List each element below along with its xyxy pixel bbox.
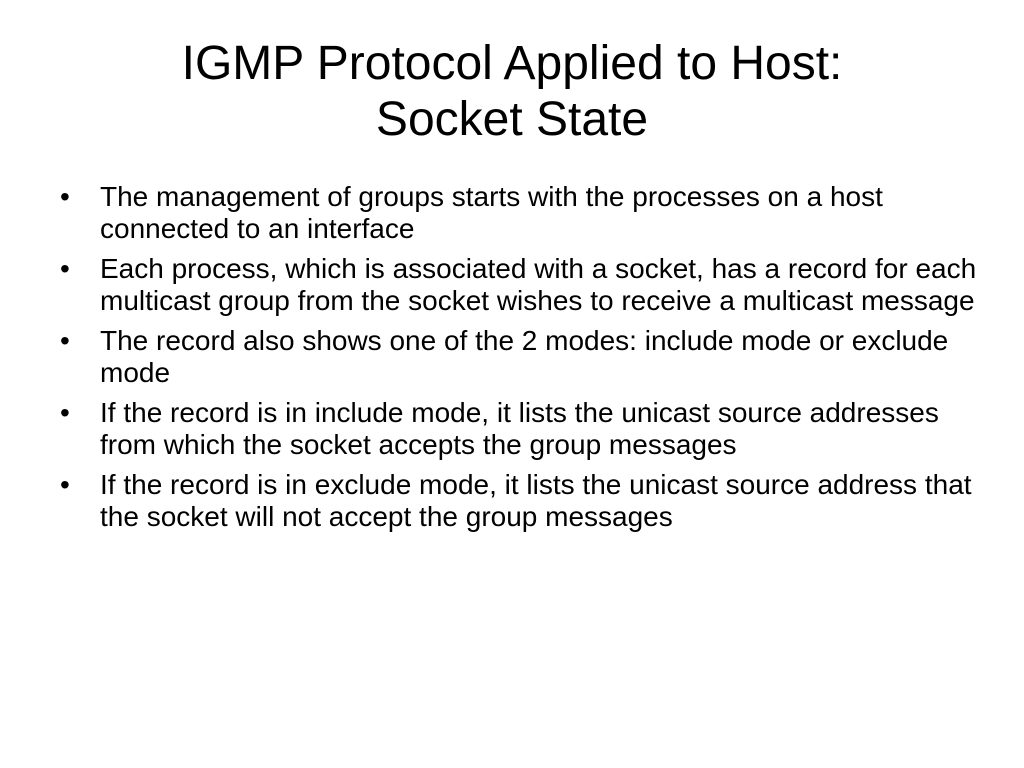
bullet-item [60,181,980,245]
title-line-2: Socket State [375,93,649,146]
bullet-item [60,253,980,317]
slide-title [60,36,964,148]
bullet-text: If the record is in include mode, it lists the unicast source addresses from which the socket accepts the group messages [100,397,939,460]
bullet-text: Each process, which is associated with a socket, has a record for each multicast group from the socket wishes to receive a multicast message [100,253,977,316]
bullet-dot-icon: • [60,253,70,284]
title-line-1: IGMP Protocol Applied to Host: [181,37,843,90]
bullet-dot-icon: • [60,181,70,212]
bullet-item [60,469,980,533]
bullet-dot-icon: • [60,397,70,428]
bullet-item [60,397,980,461]
bullet-text: If the record is in exclude mode, it lists the unicast source address that the socket will not accept the group messages [100,469,972,532]
bullet-dot-icon: • [60,325,70,356]
bullet-item [60,325,980,389]
bullet-dot-icon: • [60,469,70,500]
bullet-text: The record also shows one of the 2 modes: include mode or exclude mode [100,325,949,388]
bullet-list [60,181,980,541]
bullet-text: The management of groups starts with the processes on a host connected to an interface [100,181,883,244]
